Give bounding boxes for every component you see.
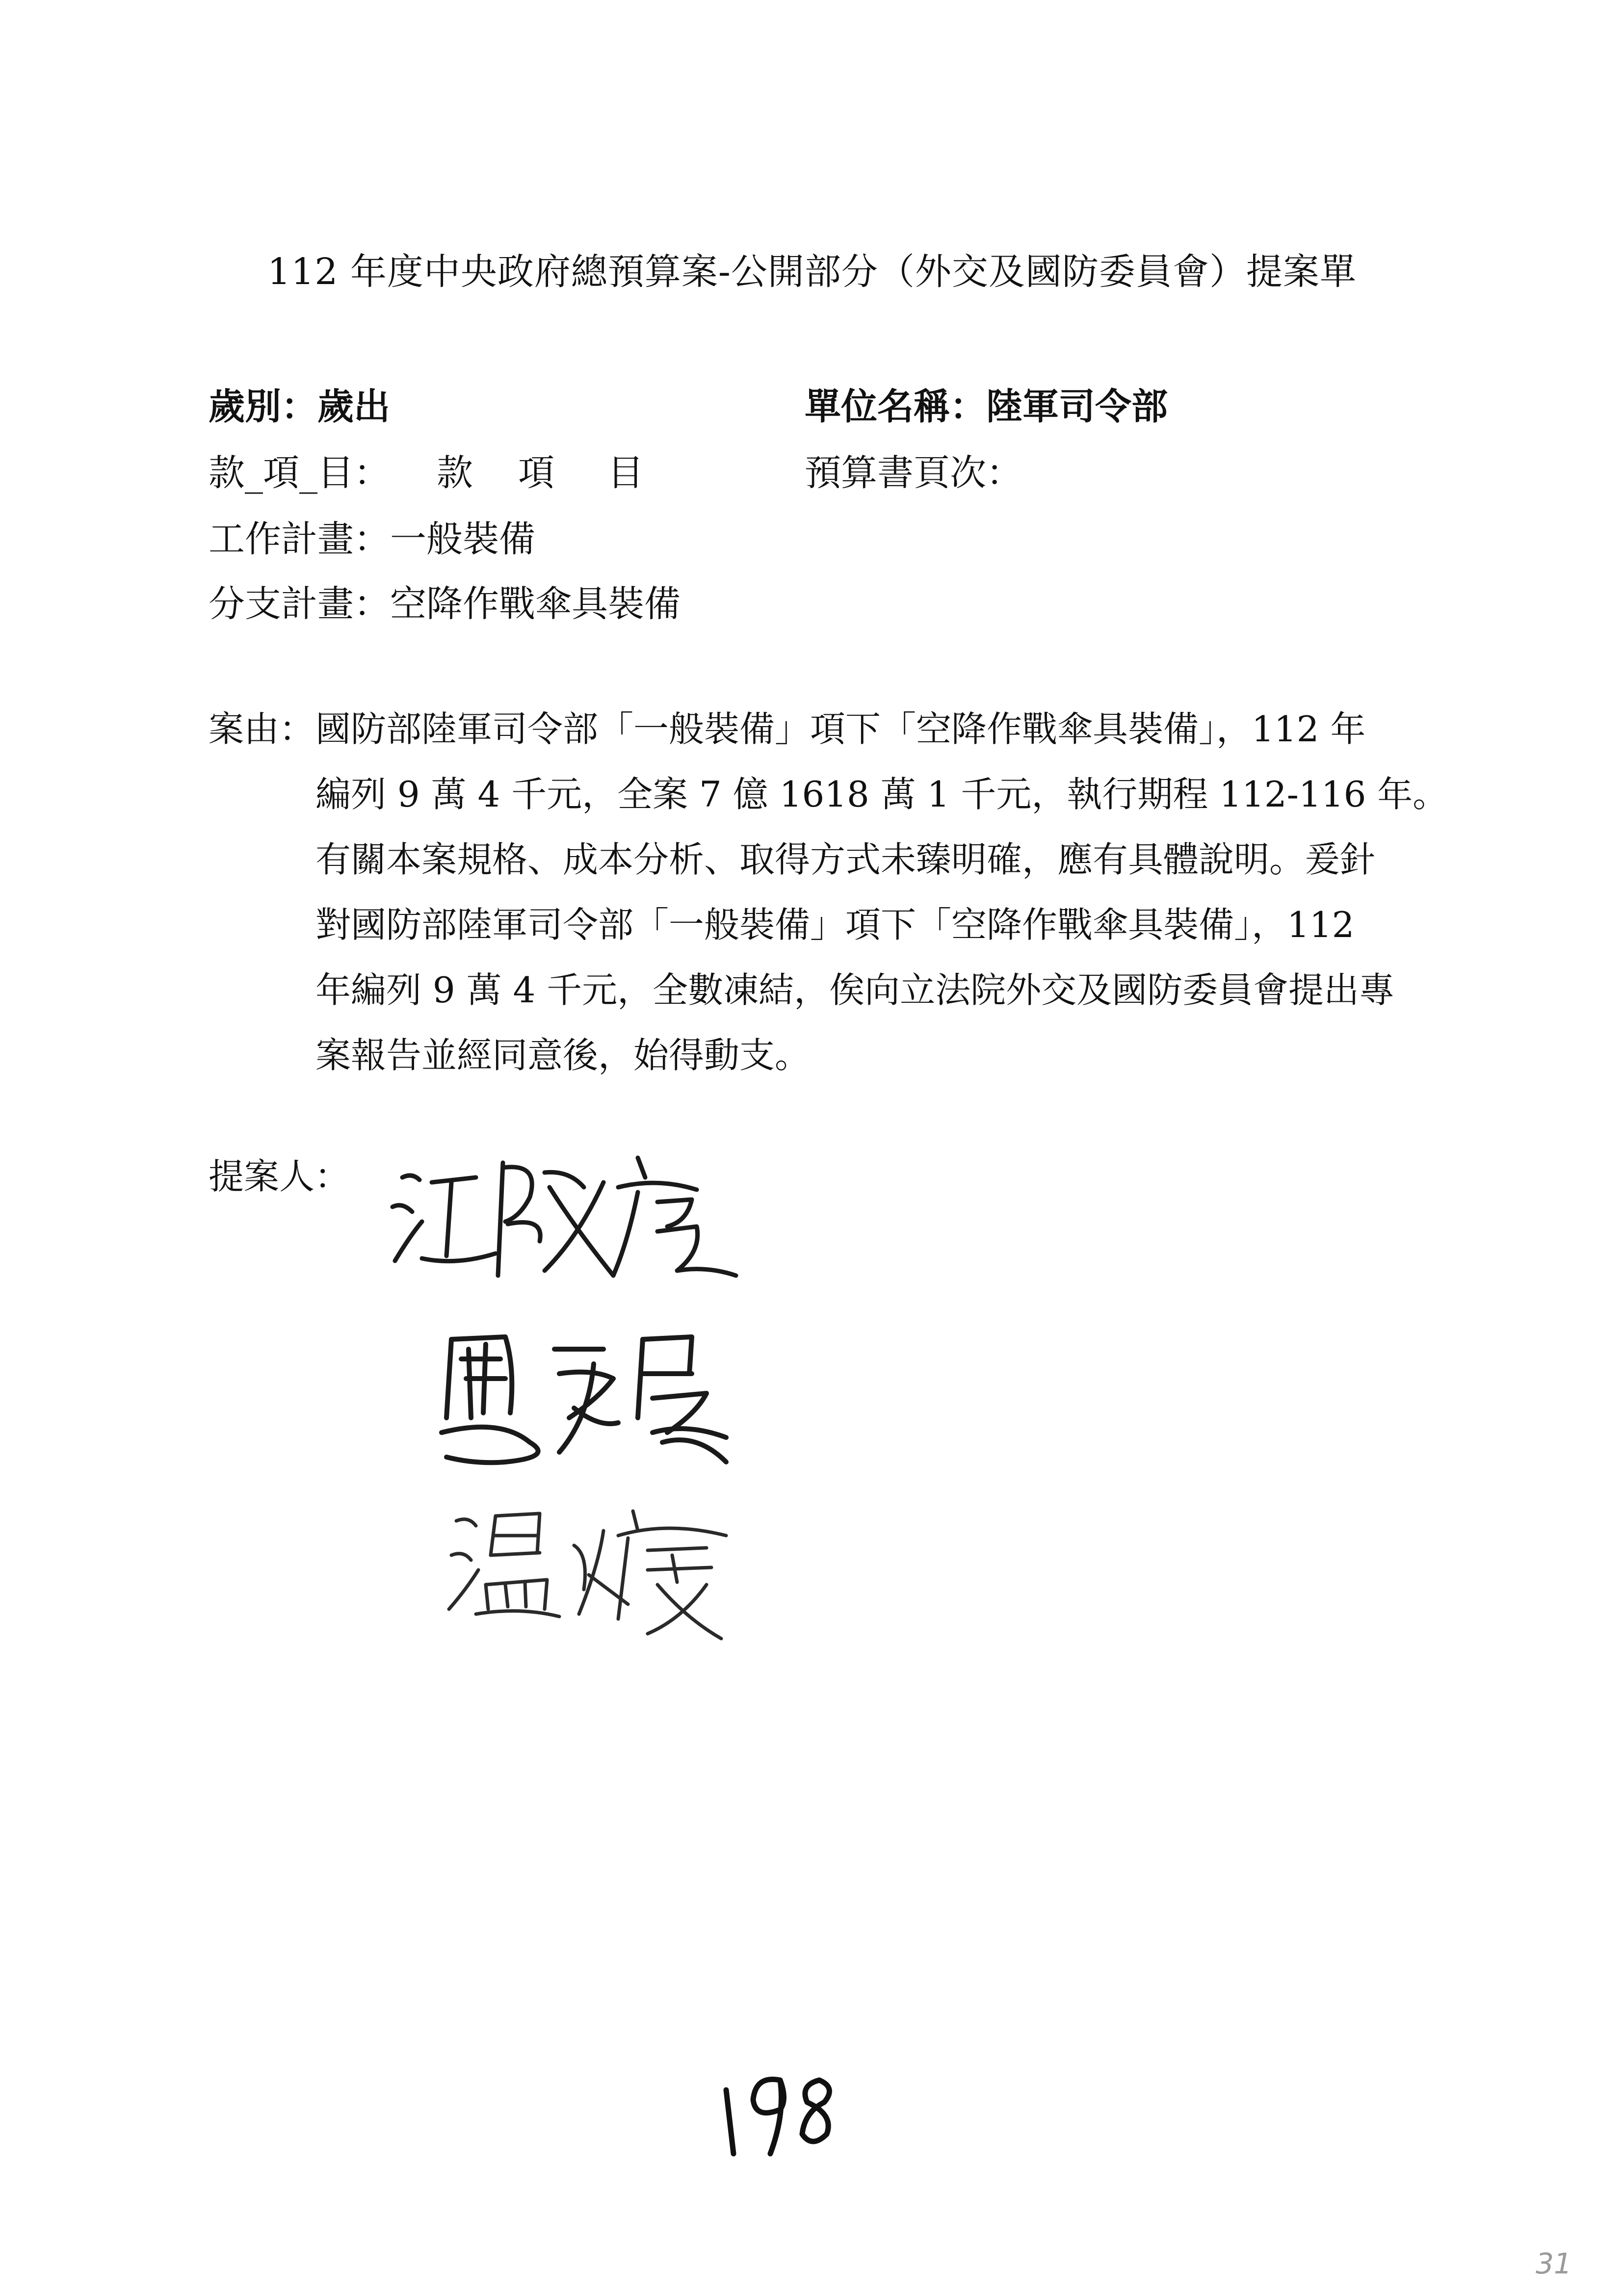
work-plan-label: 工作計畫： [209, 518, 390, 560]
reason-line: 有關本案規格、成本分析、取得方式未臻明確，應有具體說明。爰針 [315, 839, 1376, 880]
handwritten-page-number [707, 2061, 854, 2159]
signature-2 [432, 1320, 736, 1472]
item-value-mu: 目 [607, 452, 644, 494]
reason-section [209, 697, 1465, 1088]
item-value-xiang: 項 [518, 452, 554, 494]
category-label: 歲別： [209, 386, 317, 428]
reason-line: 案報告並經同意後，始得動支。 [315, 1035, 811, 1076]
reason-line: 編列 9 萬 4 千元，全案 7 億 1618 萬 1 千元，執行期程 112-116 年。 [315, 774, 1448, 815]
item-label: 款_項_目： [209, 452, 390, 494]
item-field [209, 444, 644, 496]
reason-line: 年編列 9 萬 4 千元，全數凍結，俟向立法院外交及國防委員會提出專 [315, 969, 1395, 1011]
sub-plan-label: 分支計畫： [209, 583, 390, 625]
category-field [209, 378, 390, 430]
signature-1 [383, 1143, 756, 1285]
reason-text [209, 697, 1465, 1088]
signature-3 [442, 1491, 746, 1648]
corner-page-number: 31 [1536, 2247, 1572, 2280]
unit-label: 單位名稱： [805, 386, 986, 428]
item-value-kuan: 款 [437, 452, 473, 494]
work-plan-value: 一般裝備 [390, 518, 535, 560]
proposer-label: 提案人： [209, 1156, 350, 1197]
category-value: 歲出 [317, 386, 390, 428]
reason-line: 對國防部陸軍司令部「一般裝備」項下「空降作戰傘具裝備」，112 [315, 904, 1355, 945]
reason-label: 案由： [209, 708, 315, 750]
work-plan-field [209, 510, 535, 562]
document-title: 112 年度中央政府總預算案-公開部分（外交及國防委員會）提案單 [267, 251, 1357, 293]
unit-field [805, 378, 1168, 430]
budget-page-label: 預算書頁次： [805, 452, 1022, 494]
unit-value: 陸軍司令部 [986, 386, 1168, 428]
budget-page-field [805, 444, 1022, 496]
sub-plan-value: 空降作戰傘具裝備 [390, 583, 681, 625]
reason-line: 國防部陸軍司令部「一般裝備」項下「空降作戰傘具裝備」，112 年 [315, 708, 1366, 750]
sub-plan-field [209, 575, 681, 627]
